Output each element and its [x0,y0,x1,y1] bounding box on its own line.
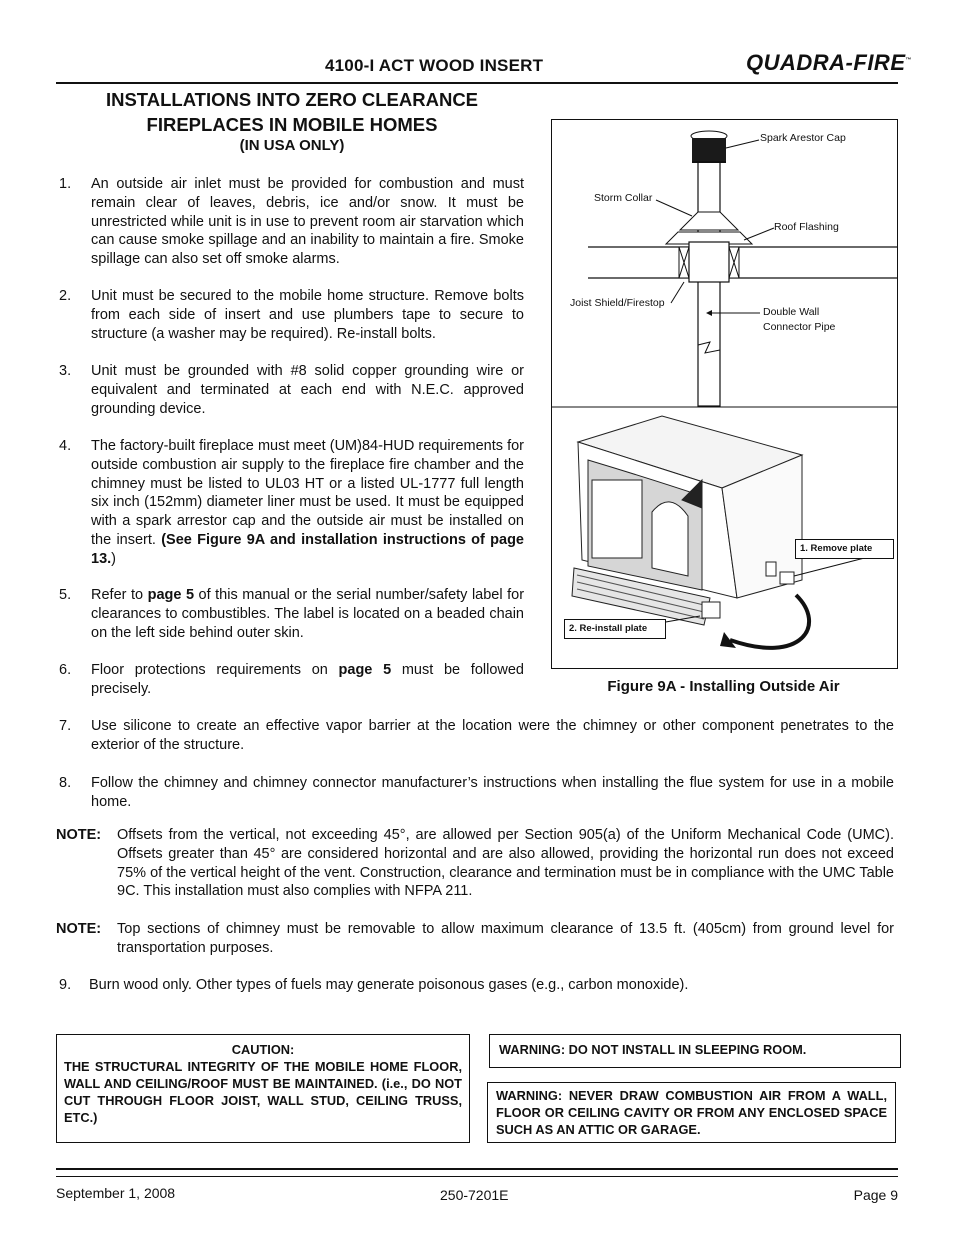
item-text: Unit must be grounded with #8 solid copper grounding wire or equivalent and terminated at each end with N.E.C. approved grounding device. [91,363,524,417]
list-item [56,362,524,418]
label-reinstall-plate: 2. Re-install plate [564,619,666,639]
list-item [56,287,524,343]
item-text: Follow the chimney and chimney connector manufacturer’s instructions when installing the flue system for use in a mobile home. [91,775,894,810]
list-item [56,976,894,995]
note-label: NOTE: [56,827,102,843]
label-connector-pipe: Connector Pipe [763,321,836,333]
footer-page-number: Page 9 [853,1187,898,1203]
list-item [56,661,524,699]
insert-illustration [572,416,802,625]
note-label: NOTE: [56,921,102,937]
label-roof-flashing: Roof Flashing [774,221,839,233]
header-rule [56,82,898,84]
item-text: Use silicone to create an effective vapor barrier at the location were the chimney or other component penetrates to the exterior of the structure. [91,718,894,753]
item-number: 2. [59,288,72,304]
label-remove-plate: 1. Remove plate [795,539,894,559]
caution-text: THE STRUCTURAL INTEGRITY OF THE MOBILE HOME FLOOR, WALL AND CEILING/ROOF MUST BE MAINTAINED. (i.e., DO NOT CUT THROUGH FLOOR JOIST, WALL STUD, CEILING TRUSS, ETC.) [64,1059,462,1125]
note-text: Top sections of chimney must be removable to allow maximum clearance of 13.5 ft. (405cm) from ground level for transportation purposes. [117,921,894,956]
item-number: 3. [59,363,72,379]
caution-box [56,1034,470,1143]
footer-rule-bottom [56,1176,898,1177]
footer-rule-top [56,1168,898,1170]
warning-sleeping-room-text: WARNING: DO NOT INSTALL IN SLEEPING ROOM. [499,1042,807,1057]
item-text: The factory-built fireplace must meet (UM)84-HUD requirements for outside combustion air supply to the fireplace fire chamber and the chimney must be listed to UL03 HT or a listed UL-1777 full length six inch (152mm) diameter liner must be used. It must be equipped with a spark arrestor cap and the outside air must be installed on the insert. (See Figure 9A and installation instructions of page 13.) [91,438,524,567]
section-subtitle: (IN USA ONLY) [239,137,345,154]
label-joist-shield-firestop: Joist Shield/Firestop [570,297,665,309]
item-text: Floor protections requirements on page 5 must be followed precisely. [91,662,524,697]
note-top-sections [56,920,894,958]
figure-caption: Figure 9A - Installing Outside Air [607,678,840,695]
document-header-title: 4100-I ACT WOOD INSERT [325,56,544,75]
label-spark-arrestor-cap: Spark Arestor Cap [760,132,846,144]
section-title-line1: INSTALLATIONS INTO ZERO CLEARANCE [105,89,479,110]
note-text: Offsets from the vertical, not exceeding 45°, are allowed per Section 905(a) of the Uniform Mechanical Code (UMC). Offsets greater than 45° are considered horizontal and are also allowed, providing the horizontal run does not exceed 75% of the vertical height of the vent. Construction, clearance and termination must be in compliance with the UMC Table 9C. This installation must also complies with NFPA 211. [117,827,894,900]
item-number: 9. [59,977,72,993]
item-number: 1. [59,176,72,192]
item-number: 5. [59,587,72,603]
item-number: 8. [59,775,72,791]
item-text: Burn wood only. Other types of fuels may generate poisonous gases (e.g., carbon monoxide). [89,977,689,993]
item-text: An outside air inlet must be provided for combustion and must remain clear of leaves, debris, ice and/or snow. It must be unrestricted while unit is in use to prevent room air starvation which can cause smoke spillage and an inability to maintain a fire. Smoke spillage can also set off smoke alarms. [91,176,524,268]
warning-sleeping-room-box [489,1034,901,1068]
figure-9a [551,119,898,669]
label-double-wall: Double Wall [763,306,820,318]
item-number: 4. [59,438,72,454]
note-offsets [56,826,894,901]
brand-logo: QUADRA-FIRE™ [746,50,912,75]
label-storm-collar: Storm Collar [594,192,653,204]
section-title-line2: FIREPLACES IN MOBILE HOMES [146,114,438,135]
footer-date: September 1, 2008 [56,1185,176,1201]
caution-title: CAUTION: [231,1042,295,1057]
item-number: 7. [59,718,72,734]
list-item [56,774,894,812]
footer-doc-number: 250-7201E [440,1187,509,1203]
list-item [56,717,894,755]
list-item [56,175,524,269]
warning-combustion-air-text: WARNING: NEVER DRAW COMBUSTION AIR FROM A WALL, FLOOR OR CEILING CAVITY OR FROM ANY ENCLOSED SPACE SUCH AS AN ATTIC OR GARAGE. [496,1088,887,1137]
warning-combustion-air-box [487,1082,896,1143]
item-text: Unit must be secured to the mobile home structure. Remove bolts from each side of insert and use plumbers tape to secure to structure (a washer may be required). Re-install bolts. [91,288,524,342]
list-item [56,437,524,569]
item-number: 6. [59,662,72,678]
list-item [56,586,524,642]
item-text: Refer to page 5 of this manual or the serial number/safety label for clearances to combustibles. The label is located on a beaded chain on the left side behind outer skin. [91,587,525,641]
